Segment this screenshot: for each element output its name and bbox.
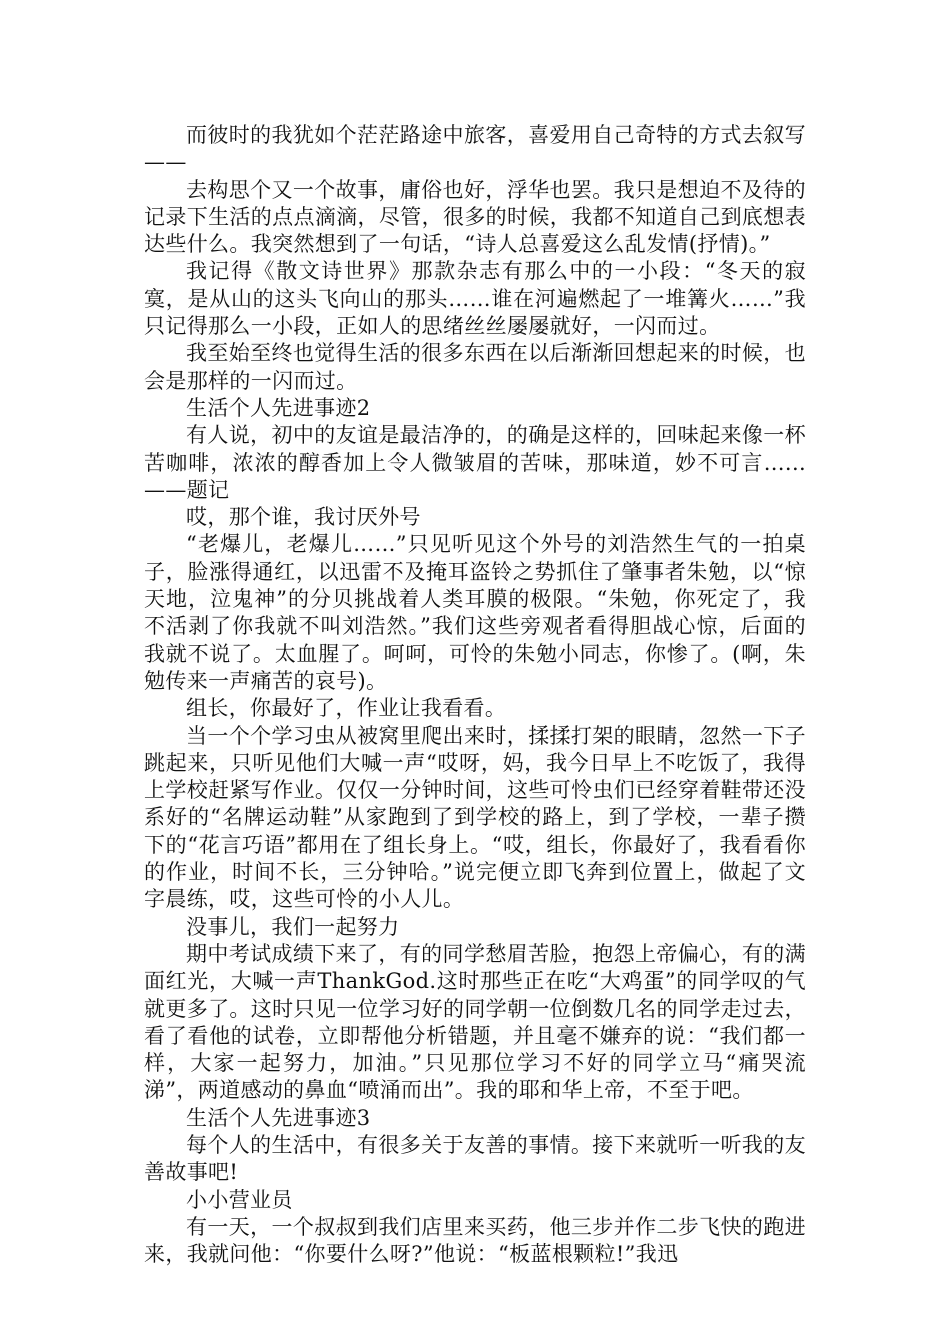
paragraph: 有一天，一个叔叔到我们店里来买药，他三步并作二步飞快的跑进来，我就问他：“你要什么呀?”他说：“板蓝根颗粒!”我迅 xyxy=(144,1214,806,1267)
paragraph: 每个人的生活中，有很多关于友善的事情。接下来就听一听我的友善故事吧! xyxy=(144,1132,806,1185)
paragraph: 而彼时的我犹如个茫茫路途中旅客，喜爱用自己奇特的方式去叙写—— xyxy=(144,123,806,175)
paragraph: 我记得《散文诗世界》那款杂志有那么中的一小段：“冬天的寂寞，是从山的这头飞向山的那头……谁在河遍燃起了一堆篝火……”我只记得那么一小段，正如人的思绪丝丝屡屡就好，一闪而过。 xyxy=(144,259,806,339)
paragraph: “老爆儿，老爆儿……”只见听见这个外号的刘浩然生气的一拍桌子，脸涨得通红，以迅雷不及掩耳盗铃之势抓住了肇事者朱勉，以“惊天地，泣鬼神”的分贝挑战着人类耳膜的极限。“朱勉，你死定了，我不活剥了你我就不叫刘浩然。”我们这些旁观者看得胆战心惊，后面的我就不说了。太血腥了。呵呵，可怜的朱勉小同志，你惨了。(啊，朱勉传来一声痛苦的哀号)。 xyxy=(144,532,806,693)
paragraph: 去构思个又一个故事，庸俗也好，浮华也罢。我只是想迫不及待的记录下生活的点点滴滴，尽管，很多的时候，我都不知道自己到底想表达些什么。我突然想到了一句话，“诗人总喜爱这么乱发情(抒情)。” xyxy=(144,177,806,257)
section-heading: 生活个人先进事迹2 xyxy=(186,395,371,420)
subheading: 组长，你最好了，作业让我看看。 xyxy=(186,696,507,721)
paragraph: 期中考试成绩下来了，有的同学愁眉苦脸，抱怨上帝偏心，有的满面红光，大喊一声ThankGod.这时那些正在吃“大鸡蛋”的同学叹的气就更多了。这时只见一位学习好的同学朝一位倒数几名的同学走过去，看了看他的试卷，立即帮他分析错题，并且毫不嫌弃的说：“我们都一样，大家一起努力，加油。”只见那位学习不好的同学立马“痛哭流涕”，两道感动的鼻血“喷涌而出”。我的耶和华上帝，不至于吧。 xyxy=(144,941,806,1103)
paragraph: 我至始至终也觉得生活的很多东西在以后渐渐回想起来的时候，也会是那样的一闪而过。 xyxy=(144,341,806,393)
subheading: 没事儿，我们一起努力 xyxy=(186,914,400,939)
paragraph: 有人说，初中的友谊是最洁净的，的确是这样的，回味起来像一杯苦咖啡，浓浓的醇香加上令人微皱眉的苦味，那味道，妙不可言…...——题记 xyxy=(144,423,806,502)
document-body xyxy=(144,122,806,1268)
section-heading: 生活个人先进事迹3 xyxy=(186,1105,371,1130)
paragraph: 当一个个学习虫从被窝里爬出来时，揉揉打架的眼睛，忽然一下子跳起来，只听见他们大喊一声“哎呀，妈，我今日早上不吃饭了，我得上学校赶紧写作业。仅仅一分钟时间，这些可怜虫们已经穿着鞋带还没系好的“名牌运动鞋”从家跑到了到学校的路上，到了学校，一辈子攒下的“花言巧语”都用在了组长身上。“哎，组长，你最好了，我看看你的作业，时间不长，三分钟哈。”说完便立即飞奔到位置上，做起了文字晨练，哎，这些可怜的小人儿。 xyxy=(144,723,806,912)
subheading: 小小营业员 xyxy=(186,1187,293,1212)
subheading: 哎，那个谁，我讨厌外号 xyxy=(186,505,421,530)
